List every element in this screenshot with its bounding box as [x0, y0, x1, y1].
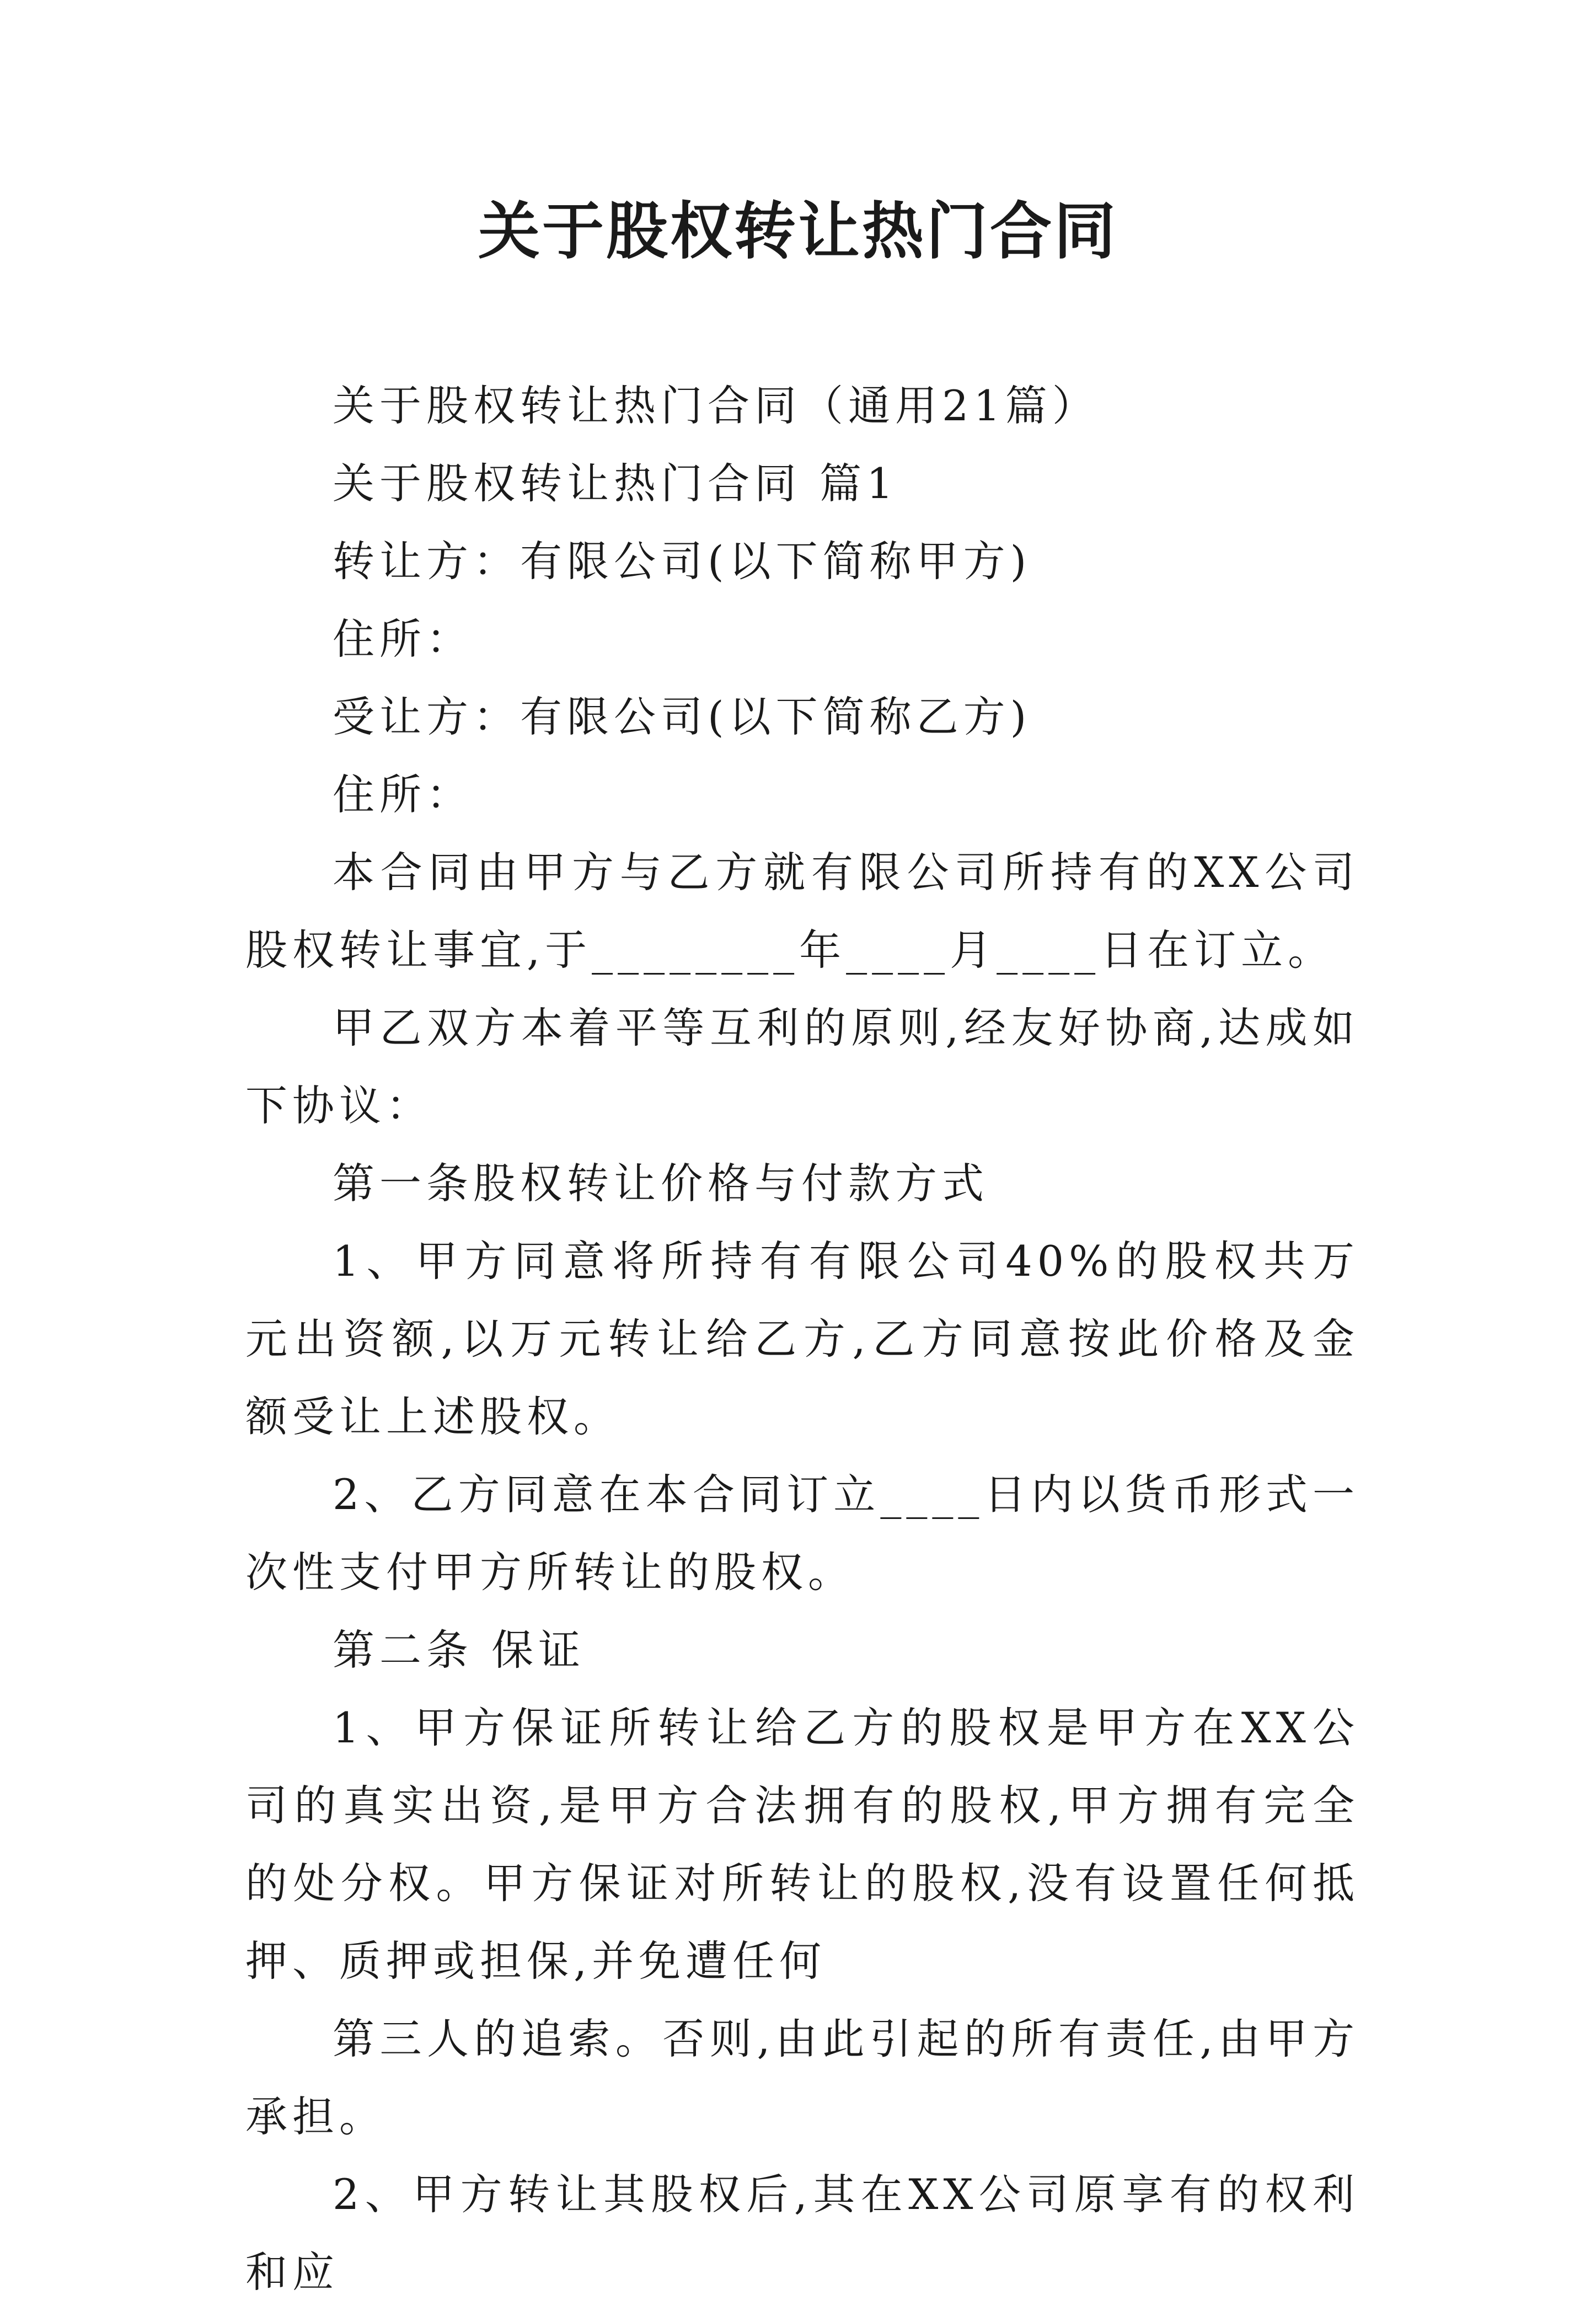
- document-title: 关于股权转让热门合同: [478, 195, 1118, 268]
- transferee-line: 受让方：有限公司(以下简称乙方): [333, 692, 1032, 741]
- article-one-clause-2: 2、乙方同意在本合同订立____日内以货币形式一次性支付甲方所转让的股权。: [245, 1470, 1359, 1597]
- article-one-heading: 第一条股权转让价格与付款方式: [333, 1159, 989, 1208]
- agreement-intro-paragraph: 甲乙双方本着平等互利的原则,经友好协商,达成如下协议：: [245, 1003, 1359, 1130]
- article-two-heading: 第二条 保证: [333, 1625, 586, 1675]
- article-two-clause-1-continued: 第三人的追索。否则,由此引起的所有责任,由甲方承担。: [245, 2014, 1359, 2141]
- transferee-address-line: 住所：: [333, 770, 473, 819]
- subtitle-paragraph: 关于股权转让热门合同（通用21篇）: [333, 381, 1099, 430]
- article-two-clause-2: 2、甲方转让其股权后,其在XX公司原享有的权利和应: [245, 2170, 1359, 2297]
- section-heading: 关于股权转让热门合同 篇1: [333, 459, 898, 508]
- article-one-clause-1: 1、甲方同意将所持有有限公司40%的股权共万元出资额,以万元转让给乙方,乙方同意按此价格及金额受让上述股权。: [245, 1237, 1359, 1441]
- document-body: [245, 367, 1359, 2311]
- article-two-clause-1: 1、甲方保证所转让给乙方的股权是甲方在XX公司的真实出资,是甲方合法拥有的股权,甲方拥有完全的处分权。甲方保证对所转让的股权,没有设置任何抵押、质押或担保,并免遭任何: [245, 1703, 1359, 1986]
- contract-intro-paragraph: 本合同由甲方与乙方就有限公司所持有的XX公司股权转让事宜,于________年____月____日在订立。: [245, 848, 1359, 975]
- transferor-address-line: 住所：: [333, 614, 473, 664]
- transferor-line: 转让方：有限公司(以下简称甲方): [333, 537, 1032, 586]
